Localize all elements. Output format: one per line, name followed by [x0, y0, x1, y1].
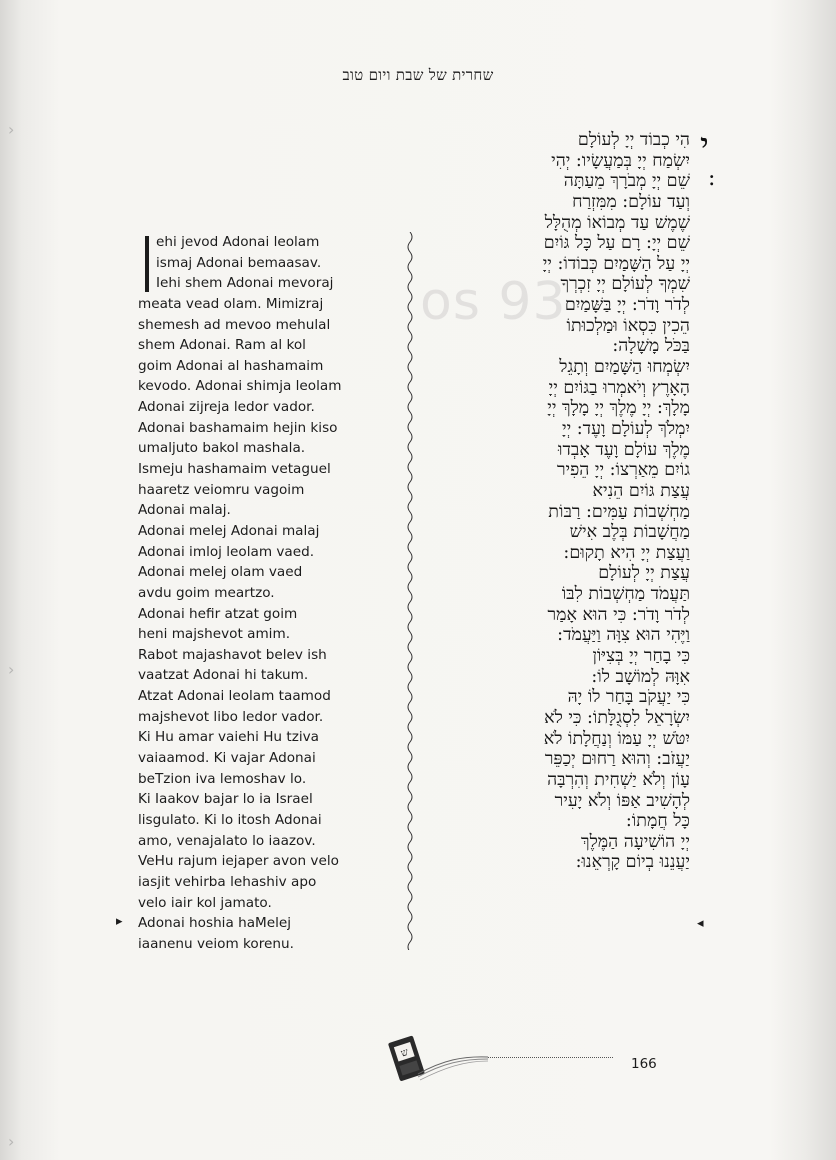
hebrew-line: עֲצַת יְיָ לְעוֹלָם — [598, 563, 690, 584]
transliteration-line: vaiaamod. Ki vajar Adonai — [138, 750, 316, 767]
hebrew-line: שֵׁם יְיָ מְבֹרָךְ מֵעַתָּה — [563, 171, 690, 192]
transliteration-line: Adonai bashamaim hejin kiso — [138, 419, 338, 436]
transliteration-line: lisgulato. Ki lo itosh Adonai — [138, 811, 322, 828]
transliteration-line: VeHu rajum iejaper avon velo — [138, 853, 339, 870]
transliteration-line: velo iair kol jamato. — [138, 894, 272, 911]
transliteration-line: shemesh ad mevoo mehulal — [138, 316, 331, 333]
hebrew-line: וַעֲצַת יְיָ הִיא תָקוּם: — [563, 542, 690, 563]
hebrew-line: תַּעֲמֹד מַחְשְׁבוֹת לִבּוֹ — [561, 584, 690, 605]
hebrew-line: מֶלֶךְ עוֹלָם וָעֶד אָבְדוּ — [558, 439, 690, 460]
transliteration-line: Iehi shem Adonai mevoraj — [156, 275, 334, 292]
hebrew-line: הִי כְבוֹד יְיָ לְעוֹלָם — [577, 130, 690, 150]
hebrew-line: יִמְלֹךְ לְעוֹלָם וָעֶד: יְיָ — [562, 418, 690, 439]
transliteration-line: vaatzat Adonai hi takum. — [138, 667, 309, 684]
hebrew-line: לְדֹר וָדֹר: כִּי הוּא אָמַר — [547, 604, 690, 625]
hebrew-line: וַיֶּהִי הוּא צִוָּה וַיַּעֲמֹד: — [557, 625, 690, 646]
page-header-title: שחרית של שבת ויום טוב — [342, 66, 494, 84]
hebrew-line: יַעֲנֵנוּ בְיוֹם קָרְאֵנוּ: — [575, 852, 690, 873]
hebrew-line: וְעַד עוֹלָם: מִמִּזְרַח — [572, 191, 690, 212]
hebrew-line: לְהָשִׁיב אַפּוֹ וְלֹא יָעִיר — [554, 790, 690, 811]
transliteration-line: Adonai imloj leolam vaed. — [138, 543, 315, 560]
hebrew-initial-letter: י — [700, 126, 709, 166]
hebrew-line: שֶׁמֶשׁ עַד מְבוֹאוֹ מְהֻלָּל — [544, 212, 690, 233]
hebrew-line: יַעֲזֹב: וְהוּא רַחוּם יְכַפֵּר — [544, 749, 690, 770]
transliteration-line: kevodo. Adonai shimja leolam — [138, 378, 342, 395]
wavy-divider — [400, 232, 420, 950]
hebrew-line: יְיָ עַל הַשָּׁמַיִם כְּבוֹדוֹ: יְיָ — [542, 253, 690, 274]
hebrew-line: כִּי בָחַר יְיָ בְּצִיּוֹן — [592, 646, 690, 667]
hebrew-line: שִׁמְךָ לְעוֹלָם יְיָ זִכְרְךָ — [560, 274, 690, 295]
hebrew-line: מַחֲשָׁבוֹת בְּלֶב אִישׁ — [569, 522, 690, 543]
transliteration-line: haaretz veiomru vagoim — [138, 481, 305, 498]
transliteration-line: Adonai malaj. — [138, 502, 231, 519]
tefillin-box-icon — [388, 1030, 508, 1090]
hebrew-line: יִשְׂרָאֵל לִסְגֻלָּתוֹ: כִּי לֹא — [544, 707, 690, 728]
hebrew-line: הָאָרֶץ וְיֹאמְרוּ בַגּוֹיִם יְיָ — [548, 377, 690, 398]
hebrew-line: הֵכִין כִּסְאוֹ וּמַלְכוּתוֹ — [566, 315, 690, 336]
binding-mark: › — [8, 120, 15, 139]
reading-marker-right-icon: ◂ — [697, 916, 704, 931]
transliteration-line: heni majshevot amim. — [138, 626, 291, 643]
hebrew-initial-mark: : — [708, 166, 716, 191]
hebrew-line: גוֹיִם מֵאַרְצוֹ: יְיָ הֵפִיר — [556, 460, 690, 481]
transliteration-line: Rabot majashavot belev ish — [138, 646, 327, 663]
transliteration-line: Ki Iaakov bajar lo ia Israel — [138, 791, 313, 808]
binding-mark: › — [8, 1132, 15, 1151]
transliteration-line: Adonai hoshia haMelej — [138, 915, 292, 932]
transliteration-line: avdu goim meartzo. — [138, 584, 275, 601]
transliteration-line: shem Adonai. Ram al kol — [138, 337, 306, 354]
hebrew-line: מָלָךְ: יְיָ מֶלֶךְ יְיָ מָלָךְ יְיָ — [547, 398, 690, 419]
hebrew-line: אִוָּהּ לְמוֹשָׁב לוֹ: — [591, 666, 690, 687]
transliteration-line: Adonai melej olam vaed — [138, 564, 303, 581]
transliteration-line: Ki Hu amar vaiehi Hu tziva — [138, 729, 319, 746]
hebrew-line: כִּי יַעֲקֹב בָּחַר לוֹ יָהּ — [567, 687, 690, 708]
page-number: 166 — [631, 1056, 657, 1072]
footer-dotted-rule — [488, 1057, 613, 1058]
transliteration-line: iaanenu veiom korenu. — [138, 935, 294, 952]
hebrew-line: כָּל חֲמָתוֹ: — [625, 811, 690, 832]
hebrew-line: לְדֹר וָדֹר: יְיָ בַּשָּׁמַיִם — [564, 295, 690, 316]
transliteration-column — [138, 232, 388, 954]
transliteration-line: Adonai hefir atzat goim — [138, 605, 298, 622]
transliteration-line: Adonai melej Adonai malaj — [138, 522, 320, 539]
transliteration-line: Ismeju hashamaim vetaguel — [138, 461, 331, 478]
hebrew-text-column — [390, 130, 690, 873]
transliteration-line: iasjit vehirba lehashiv apo — [138, 873, 317, 890]
hebrew-line: יִטֹּשׁ יְיָ עַמּוֹ וְנַחֲלָתוֹ לֹא — [543, 728, 690, 749]
transliteration-line: Atzat Adonai leolam taamod — [138, 688, 331, 705]
transliteration-line: ismaj Adonai bemaasav. — [156, 254, 322, 271]
hebrew-line: עָוֹן וְלֹא יַשְׁחִית וְהִרְבָּה — [547, 769, 690, 790]
hebrew-line: יְיָ הוֹשִׁיעָה הַמֶּלֶךְ — [580, 831, 690, 852]
transliteration-line: Adonai zijreja ledor vador. — [138, 399, 315, 416]
transliteration-line: umaljuto bakol mashala. — [138, 440, 306, 457]
hebrew-line: עֲצַת גּוֹיִם הֵנִיא — [592, 480, 690, 501]
hebrew-line: יִשְׂמְחוּ הַשָּׁמַיִם וְתָגֵל — [559, 357, 690, 378]
reading-marker-left-icon: ▸ — [116, 914, 123, 929]
transliteration-line: meata vead olam. Mimizraj — [138, 295, 324, 312]
binding-mark: › — [8, 660, 15, 679]
transliteration-line: majshevot libo ledor vador. — [138, 708, 324, 725]
hebrew-line: יִשְׂמַח יְיָ בְּמַעֲשָׂיו: יְהִי — [551, 150, 690, 171]
svg-text:ש: ש — [399, 1046, 410, 1060]
transliteration-line: amo, venajalato lo iaazov. — [138, 832, 316, 849]
hebrew-line: שֵׁם יְיָ: רָם עַל כָּל גּוֹיִם — [543, 233, 690, 254]
hebrew-line: בַּכֹּל מָשָׁלָה: — [612, 336, 690, 357]
transliteration-line: goim Adonai al hashamaim — [138, 357, 324, 374]
transliteration-line: ehi jevod Adonai leolam — [156, 234, 320, 250]
transliteration-line: beTzion iva lemoshav lo. — [138, 770, 307, 787]
bleed-through-heading: os 93 — [420, 272, 567, 332]
hebrew-line: מַחְשְׁבוֹת עַמִּים: רַבּוֹת — [548, 501, 690, 522]
